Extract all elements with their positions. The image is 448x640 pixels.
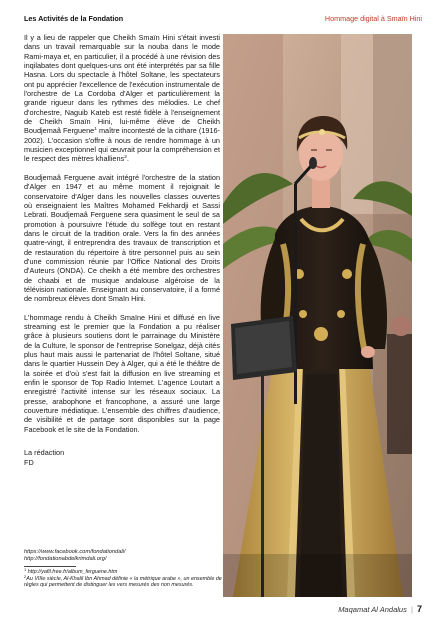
paragraph-1-text-b: maître incontesté de la cithare (1916-2002). L'occasion s'offre à nous de rendre hommage à un musicien exceptionnel qui œuvrait pour la compréhension et le respect des mètres khalliens [24,126,220,164]
footnote-1 [24,569,222,576]
footnote-divider [24,566,76,567]
footnote-2 [24,573,222,589]
article-column [24,33,220,467]
footnote-1-mark: 1 [24,567,27,572]
footnote-ref-1[interactable]: 1 [94,127,97,133]
facebook-link[interactable]: https://www.facebook.com/fondationdali/ [24,549,126,555]
magazine-title: Maqamat Al Andalus [338,605,407,614]
footnote-2-text: Au VIIIe siècle, Al-Khalil Ibn Ahmad définie « la métrique arabe », un ensemble de règles qui permettent de distinguer les vers mesurés des non mesurés. [24,575,222,589]
page-footer [338,604,422,614]
article-paragraph-1 [24,33,220,164]
signoff-line-1: La rédaction [24,448,65,458]
section-header: Les Activités de la Fondation [24,14,124,23]
signoff [24,448,220,467]
links-block [24,549,224,563]
footnote-ref-2[interactable]: 2 [124,155,127,161]
paragraph-1-text-c: . [126,154,129,164]
footnote-2-mark: 2 [24,573,27,579]
page-number: 7 [416,604,422,614]
singer-photo [223,34,412,597]
signoff-line-2: FD [24,457,34,467]
footnotes [24,569,222,589]
footer-separator: | [410,605,413,614]
website-link[interactable]: http://fondationabdelkrimdali.org/ [24,556,107,563]
singer-photo-illustration [223,34,412,597]
paragraph-1-text-a: Il y a lieu de rappeler que Cheikh Smaïn Hini s'était investi dans un travail remarquable sur la nouba dans le mode Rami-maya et, en particulier, il a procédé à une révision des inqilabates dont quelques-uns ont été interprétés par sa fille Hasna. Lors du spectacle à l'hôtel Soltane, les spectateurs ont pu apprécier l'excellence de l'exécution instrumentale de l'orchestre de La Cordoba d'Alger et particulièrement la grande rigueur dans les rythmes des mélodies. Le chef d'orchestre, Naguib Kateb est resté fidèle à l'enseignement de Cheikh Smaïn Hini, lui-même élève de Cheikh Boudjemaâ Ferguene [24,33,220,136]
footnote-1-link[interactable]: http://yafil.free.fr/album_ferguene.htm [27,569,118,575]
article-paragraph-2: Boudjemaâ Ferguene avait intégré l'orchestre de la station d'Alger en 1947 et au même moment il rejoignait le conservatoire d'Alger dans les nouvelles classes ouvertes où enseignaient les Maîtres Mohamed Fekhardji et Sassi Lebrati. Boudjemaâ Ferguene sera quasiment le seul de sa promotion à poursuivre l'étude du solfège tout en restant dans le circuit de la tradition orale. Vers la fin des années quatre-vingt, il entreprendra des travaux de transcription et de restauration du répertoire à titre personnel puis au sein d'une commission réunie par l'Office National des Droits d'Auteurs (ONDA). Ce cheikh a été membre des orchestres de chaabi et de musique andalouse algéroise de la télévision nationale. Enseignant au conservatoire, il a formé de nombreux élèves dont Smaïn Hini. [24,172,220,304]
article-paragraph-3: L'hommage rendu à Cheikh Smaïne Hini et diffusé en live streaming est le premier que la Fondation a pu réaliser grâce à plusieurs soutiens dont le parrainage du Ministère de la Culture, le sponsor de l'entreprise Sonelgaz, déjà cités plus haut mais aussi le partenariat de l'hôtel Soltane, situé dans le quartier Hussein Dey à Alger, qui a été le théâtre de la soirée et d'où s'est fait la diffusion en live streaming et enfin le sponsor de Top Radio Internet. L'agence Loutart a enregistré l'activité intense sur les réseaux sociaux. La presse, arabophone et francophone, a assuré une large couverture médiatique. L'ensemble des chiffres d'audience, de visibilité et de partage sont disponibles sur la page Facebook et le site de la Fondation. [24,312,220,434]
tribute-header: Hommage digital à Smaïn Hini [324,14,422,23]
